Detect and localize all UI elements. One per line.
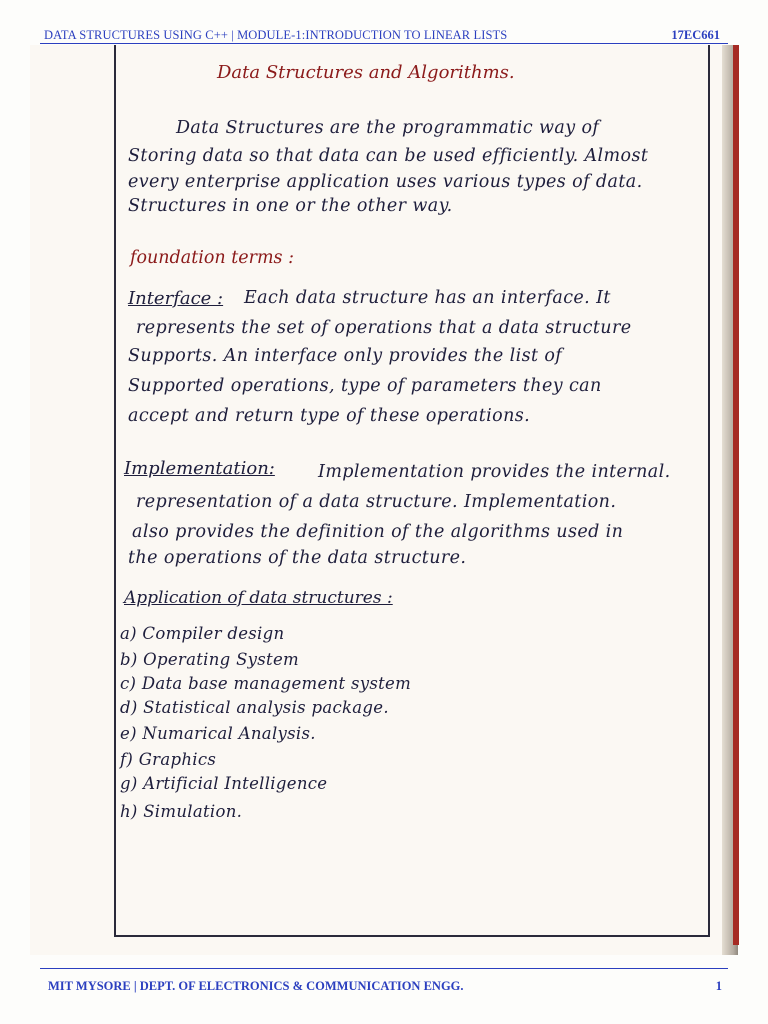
page-number: 1: [715, 979, 722, 993]
intro-line-1: Data Structures are the programmatic way of: [176, 118, 600, 138]
header-course-code: 17EC661: [671, 28, 720, 42]
implementation-term: Implementation:: [124, 458, 275, 479]
interface-term: Interface :: [128, 288, 224, 309]
interface-line-2: represents the set of operations that a data structure: [136, 318, 632, 338]
implementation-line-4: the operations of the data structure.: [128, 548, 467, 568]
intro-line-2: Storing data so that data can be used efficiently. Almost: [128, 146, 649, 166]
interface-line-3: Supports. An interface only provides the list of: [128, 346, 563, 366]
implementation-line-1: Implementation provides the internal.: [318, 462, 671, 482]
application-item: c) Data base management system: [120, 674, 412, 693]
application-item: e) Numarical Analysis.: [120, 724, 316, 743]
interface-line-1: Each data structure has an interface. It: [244, 288, 611, 308]
implementation-line-2: representation of a data structure. Implementation.: [136, 492, 617, 512]
interface-line-4: Supported operations, type of parameters they can: [128, 376, 602, 396]
application-item: a) Compiler design: [120, 624, 285, 643]
page-edge-strip: [733, 45, 739, 945]
application-item: g) Artificial Intelligence: [120, 774, 328, 793]
foundation-terms-heading: foundation terms :: [130, 248, 294, 268]
interface-line-5: accept and return type of these operations.: [128, 406, 531, 426]
header-rule: [40, 43, 728, 44]
header-module-title: DATA STRUCTURES USING C++ | MODULE-1:INTRODUCTION TO LINEAR LISTS: [44, 28, 508, 42]
footer-rule: [40, 968, 728, 969]
implementation-line-3: also provides the definition of the algorithms used in: [132, 522, 624, 542]
application-item: b) Operating System: [120, 650, 299, 669]
intro-line-3: every enterprise application uses various types of data.: [128, 172, 643, 192]
page-header: [0, 0, 768, 44]
application-item: h) Simulation.: [120, 802, 243, 821]
application-item: d) Statistical analysis package.: [120, 698, 389, 717]
applications-heading: Application of data structures :: [124, 588, 393, 608]
page-title: Data Structures and Algorithms.: [217, 62, 515, 83]
footer-institution: MIT MYSORE | DEPT. OF ELECTRONICS & COMMUNICATION ENGG.: [48, 979, 464, 993]
application-item: f) Graphics: [120, 750, 217, 769]
intro-line-4: Structures in one or the other way.: [128, 196, 453, 216]
